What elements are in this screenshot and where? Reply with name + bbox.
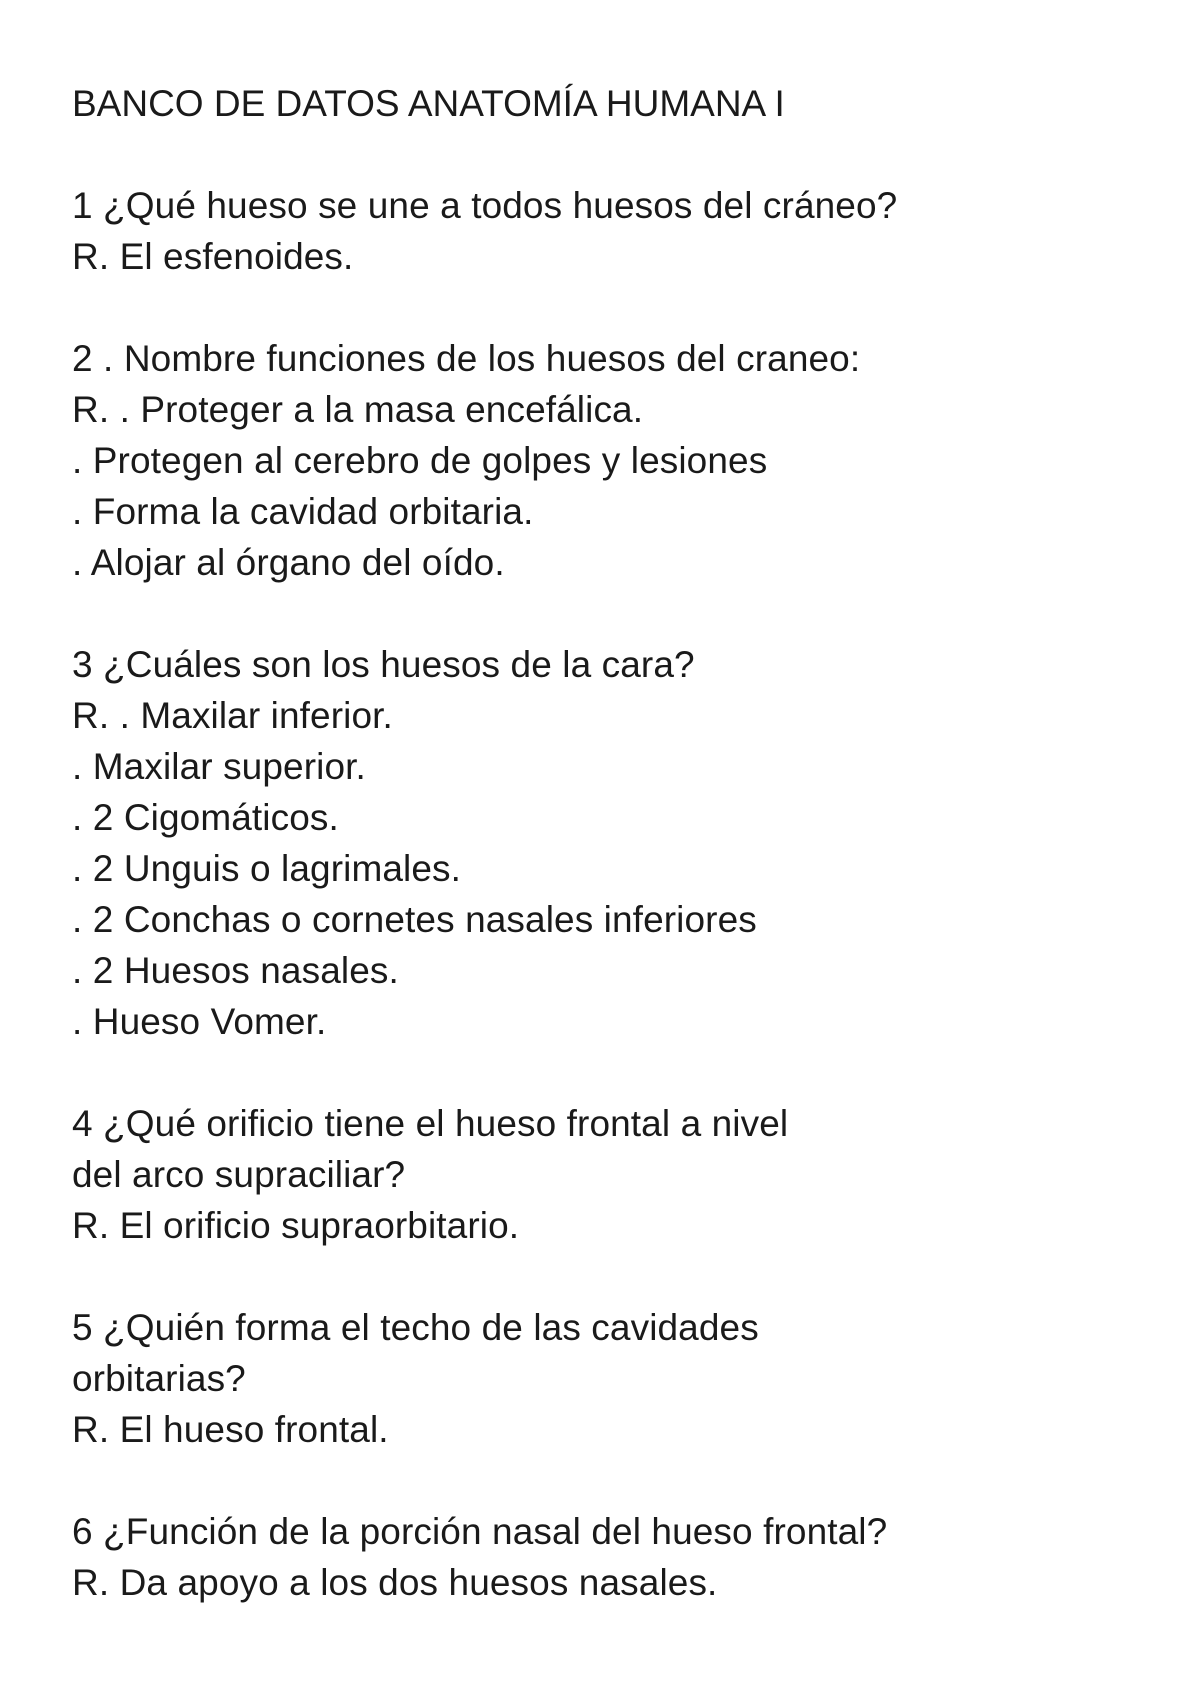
answer-line: . Hueso Vomer. — [72, 1001, 327, 1042]
document-title: BANCO DE DATOS ANATOMÍA HUMANA I — [72, 83, 785, 124]
answer-line: . Alojar al órgano del oído. — [72, 542, 505, 583]
question-block-2 — [72, 333, 1152, 588]
document-content — [72, 78, 1152, 1608]
spacer — [72, 1455, 1152, 1506]
answer-line: R. Da apoyo a los dos huesos nasales. — [72, 1562, 718, 1603]
question-line: orbitarias? — [72, 1358, 246, 1399]
question-block-6 — [72, 1506, 1152, 1608]
spacer — [72, 588, 1152, 639]
answer-line: . Maxilar superior. — [72, 746, 366, 787]
spacer — [72, 129, 1152, 180]
spacer — [72, 1251, 1152, 1302]
question-block-3 — [72, 639, 1152, 1047]
spacer — [72, 282, 1152, 333]
answer-line: . 2 Huesos nasales. — [72, 950, 399, 991]
answer-line: . Forma la cavidad orbitaria. — [72, 491, 534, 532]
answer-line: R. El esfenoides. — [72, 236, 354, 277]
question-line: 3 ¿Cuáles son los huesos de la cara? — [72, 644, 695, 685]
question-line: 2 . Nombre funciones de los huesos del craneo: — [72, 338, 861, 379]
question-block-5 — [72, 1302, 1152, 1455]
question-block-1 — [72, 180, 1152, 282]
answer-line: R. . Maxilar inferior. — [72, 695, 393, 736]
question-line: 5 ¿Quién forma el techo de las cavidades — [72, 1307, 759, 1348]
answer-line: R. El orificio supraorbitario. — [72, 1205, 520, 1246]
answer-line: . 2 Cigomáticos. — [72, 797, 339, 838]
answer-line: R. . Proteger a la masa encefálica. — [72, 389, 644, 430]
question-line: 4 ¿Qué orificio tiene el hueso frontal a nivel — [72, 1103, 789, 1144]
answer-line: . 2 Conchas o cornetes nasales inferiores — [72, 899, 757, 940]
answer-line: R. El hueso frontal. — [72, 1409, 389, 1450]
question-line: del arco supraciliar? — [72, 1154, 406, 1195]
question-block-4 — [72, 1098, 1152, 1251]
question-line: 6 ¿Función de la porción nasal del hueso frontal? — [72, 1511, 888, 1552]
question-line: 1 ¿Qué hueso se une a todos huesos del cráneo? — [72, 185, 898, 226]
answer-line: . Protegen al cerebro de golpes y lesiones — [72, 440, 768, 481]
spacer — [72, 1047, 1152, 1098]
answer-line: . 2 Unguis o lagrimales. — [72, 848, 462, 889]
